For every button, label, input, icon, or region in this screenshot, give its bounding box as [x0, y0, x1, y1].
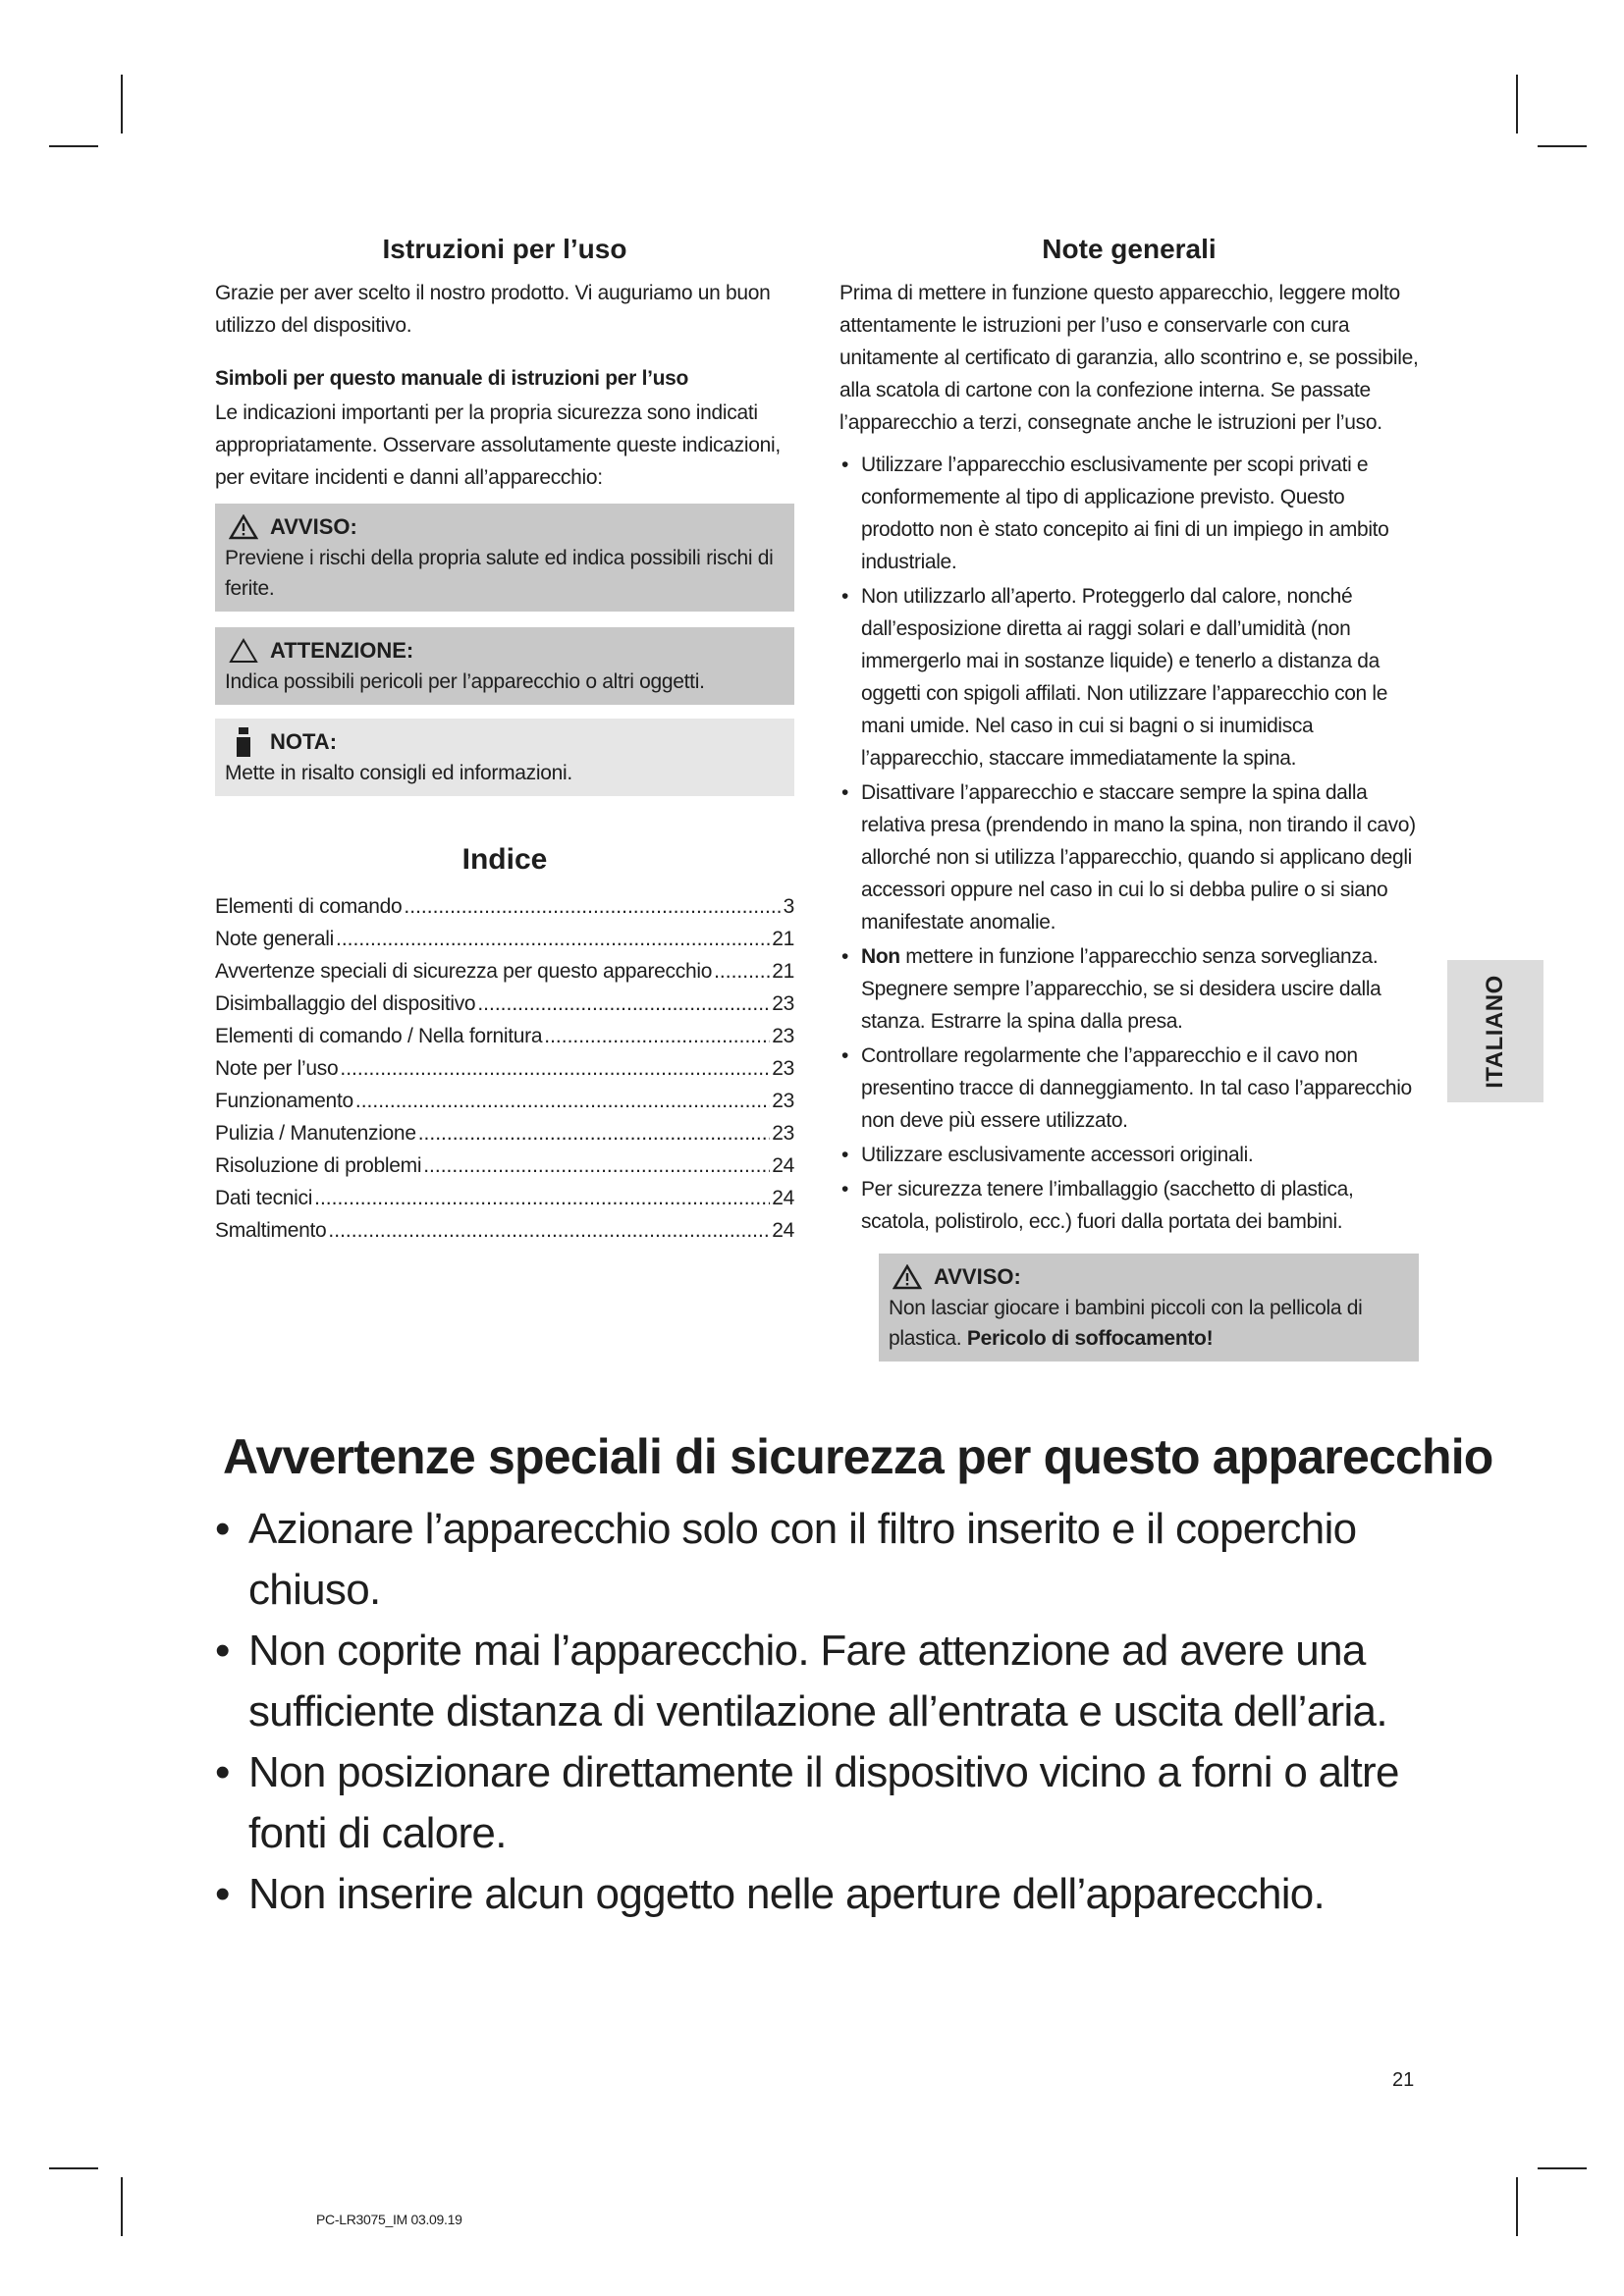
toc-label: Funzionamento [215, 1090, 353, 1112]
toc-row [215, 1214, 794, 1247]
toc-leader [328, 1214, 770, 1247]
crop-mark [1538, 145, 1587, 147]
avviso-text: Previene i rischi della propria salute ed indica possibili rischi di ferite. [225, 547, 774, 600]
crop-mark [49, 2167, 98, 2169]
caution-icon [229, 638, 258, 664]
toc-row [215, 1020, 794, 1052]
general-notes-title: Note generali [1042, 234, 1217, 264]
toc-leader [477, 988, 770, 1020]
crop-mark [121, 2177, 123, 2236]
toc-row [215, 890, 794, 923]
toc-leader [423, 1149, 770, 1182]
toc-page: 21 [772, 960, 794, 983]
emphasis-non: Non [861, 945, 900, 968]
list-item: • Non posizionare direttamente il dispositivo vicino a forni o altre fonti di calore. [211, 1742, 1429, 1864]
right-column [839, 234, 1419, 1362]
toc-label: Pulizia / Manutenzione [215, 1122, 416, 1145]
toc-row [215, 1085, 794, 1117]
instructions-title: Istruzioni per l’uso [382, 234, 627, 264]
info-icon [231, 727, 256, 757]
toc-page: 23 [772, 992, 794, 1015]
toc-page: 21 [772, 928, 794, 950]
general-notes-list [839, 449, 1419, 1238]
toc-page: 23 [772, 1090, 794, 1112]
crop-mark [49, 145, 98, 147]
warning-icon [229, 514, 258, 540]
toc-page: 23 [772, 1122, 794, 1145]
footer-code: PC-LR3075_IM 03.09.19 [316, 2212, 462, 2227]
crop-mark [1538, 2167, 1587, 2169]
toc-label: Note per l’uso [215, 1057, 339, 1080]
toc-row [215, 955, 794, 988]
choking-warning-text: Non lasciar giocare i bambini piccoli con la pellicola di plastica. [889, 1297, 1363, 1350]
toc-row [215, 923, 794, 955]
avviso-label: AVVISO: [934, 1264, 1021, 1289]
list-item: • Non inserire alcun oggetto nelle aperture dell’apparecchio. [211, 1864, 1429, 1925]
toc-page: 3 [783, 895, 794, 918]
list-item: • Utilizzare l’apparecchio esclusivamente per scopi privati e conformemente al tipo di applicazione previsto. Questo prodotto non è stato concepito ai fini di un impiego in ambito industriale. [839, 449, 1419, 578]
symbols-title: Simboli per questo manuale di istruzioni per l’uso [215, 367, 689, 390]
avviso-label: AVVISO: [270, 514, 357, 539]
special-safety-title: Avvertenze speciali di sicurezza per questo apparecchio [223, 1429, 1493, 1484]
list-item [839, 940, 1419, 1038]
list-item: • Utilizzare esclusivamente accessori originali. [839, 1139, 1419, 1171]
toc-page: 24 [772, 1219, 794, 1242]
toc-leader [340, 1052, 770, 1085]
toc-page: 23 [772, 1057, 794, 1080]
special-safety-list [211, 1499, 1429, 1925]
crop-mark [1516, 75, 1518, 133]
toc-leader [336, 923, 770, 955]
nota-notice [215, 719, 794, 796]
attenzione-text: Indica possibili pericoli per l’apparecchio o altri oggetti. [225, 670, 705, 693]
toc-label: Dati tecnici [215, 1187, 313, 1209]
list-item: • Controllare regolarmente che l’apparecchio e il cavo non presentino tracce di danneggiamento. In tal caso l’apparecchio non deve più essere utilizzato. [839, 1040, 1419, 1137]
toc-leader [314, 1182, 770, 1214]
toc-row [215, 988, 794, 1020]
crop-mark [121, 75, 123, 133]
toc-row [215, 1182, 794, 1214]
toc-label: Avvertenze speciali di sicurezza per questo apparecchio [215, 960, 713, 983]
toc-label: Disimballaggio del dispositivo [215, 992, 476, 1015]
attenzione-label: ATTENZIONE: [270, 638, 414, 663]
intro-text: Grazie per aver scelto il nostro prodotto. Vi auguriamo un buon utilizzo del dispositivo. [215, 282, 771, 337]
list-item: • Disattivare l’apparecchio e staccare sempre la spina dalla relativa presa (prendendo in mano la spina, non tirando il cavo) allorché non si utilizza l’apparecchio, quando si applicano degli accessori oppure nel caso in cui lo si debba pulire o si siano manifestate anomalie. [839, 776, 1419, 938]
toc-list [215, 890, 794, 1247]
toc-label: Smaltimento [215, 1219, 327, 1242]
toc-label: Elementi di comando / Nella fornitura [215, 1025, 543, 1047]
avviso-notice [215, 504, 794, 612]
language-tab [1447, 960, 1543, 1102]
toc-row [215, 1149, 794, 1182]
special-safety-section [211, 1428, 1493, 1925]
toc-title: Indice [461, 843, 548, 876]
choking-warning-strong: Pericolo di soffocamento! [966, 1327, 1214, 1350]
toc-leader [714, 955, 770, 988]
toc-label: Risoluzione di problemi [215, 1154, 422, 1177]
toc-page: 24 [772, 1187, 794, 1209]
toc-label: Note generali [215, 928, 335, 950]
choking-warning-notice [879, 1254, 1419, 1362]
crop-mark [1516, 2177, 1518, 2236]
left-column [215, 234, 794, 1247]
list-item: • Per sicurezza tenere l’imballaggio (sacchetto di plastica, scatola, polistirolo, ecc.) fuori dalla portata dei bambini. [839, 1173, 1419, 1238]
general-notes-intro: Prima di mettere in funzione questo apparecchio, leggere molto attentamente le istruzioni per l’uso e conservarle con cura unitamente al certificato di garanzia, allo scontrino e, se possibile, alla scatola di cartone con la confezione interna. Se passate l’apparecchio a terzi, consegnate anche le istruzioni per l’uso. [839, 282, 1419, 434]
warning-icon [893, 1264, 922, 1290]
nota-label: NOTA: [270, 729, 338, 754]
toc-row [215, 1052, 794, 1085]
list-item: • Azionare l’apparecchio solo con il filtro inserito e il coperchio chiuso. [211, 1499, 1429, 1621]
list-item: • Non utilizzarlo all’aperto. Proteggerlo dal calore, nonché dall’esposizione diretta ai raggi solari e dall’umidità (non immergerlo mai in sostanze liquide) e tenerlo a distanza da oggetti con spigoli affilati. Non utilizzare l’apparecchio con le mani umide. Nel caso in cui si bagni o si inumidisca l’apparecchio, staccare immediatamente la spina. [839, 580, 1419, 774]
toc-label: Elementi di comando [215, 895, 403, 918]
list-item-text: mettere in funzione l’apparecchio senza sorveglianza. Spegnere sempre l’apparecchio, se si desidera uscire dalla stanza. Estrarre la spina dalla presa. [861, 945, 1381, 1033]
toc-leader [418, 1117, 771, 1149]
page-number: 21 [1392, 2069, 1415, 2091]
language-tab-label: ITALIANO [1482, 974, 1509, 1089]
toc-page: 24 [772, 1154, 794, 1177]
toc-row [215, 1117, 794, 1149]
list-item: • Non coprite mai l’apparecchio. Fare attenzione ad avere una sufficiente distanza di ventilazione all’entrata e uscita dell’aria. [211, 1621, 1429, 1742]
symbols-text: Le indicazioni importanti per la propria sicurezza sono indicati appropriatamente. Osservare assolutamente queste indicazioni, per evitare incidenti e danni all’apparecchio: [215, 401, 781, 489]
attenzione-notice [215, 627, 794, 705]
toc-leader [355, 1085, 770, 1117]
toc-leader [544, 1020, 770, 1052]
nota-text: Mette in risalto consigli ed informazioni. [225, 762, 572, 784]
toc-page: 23 [772, 1025, 794, 1047]
toc-leader [404, 890, 781, 923]
